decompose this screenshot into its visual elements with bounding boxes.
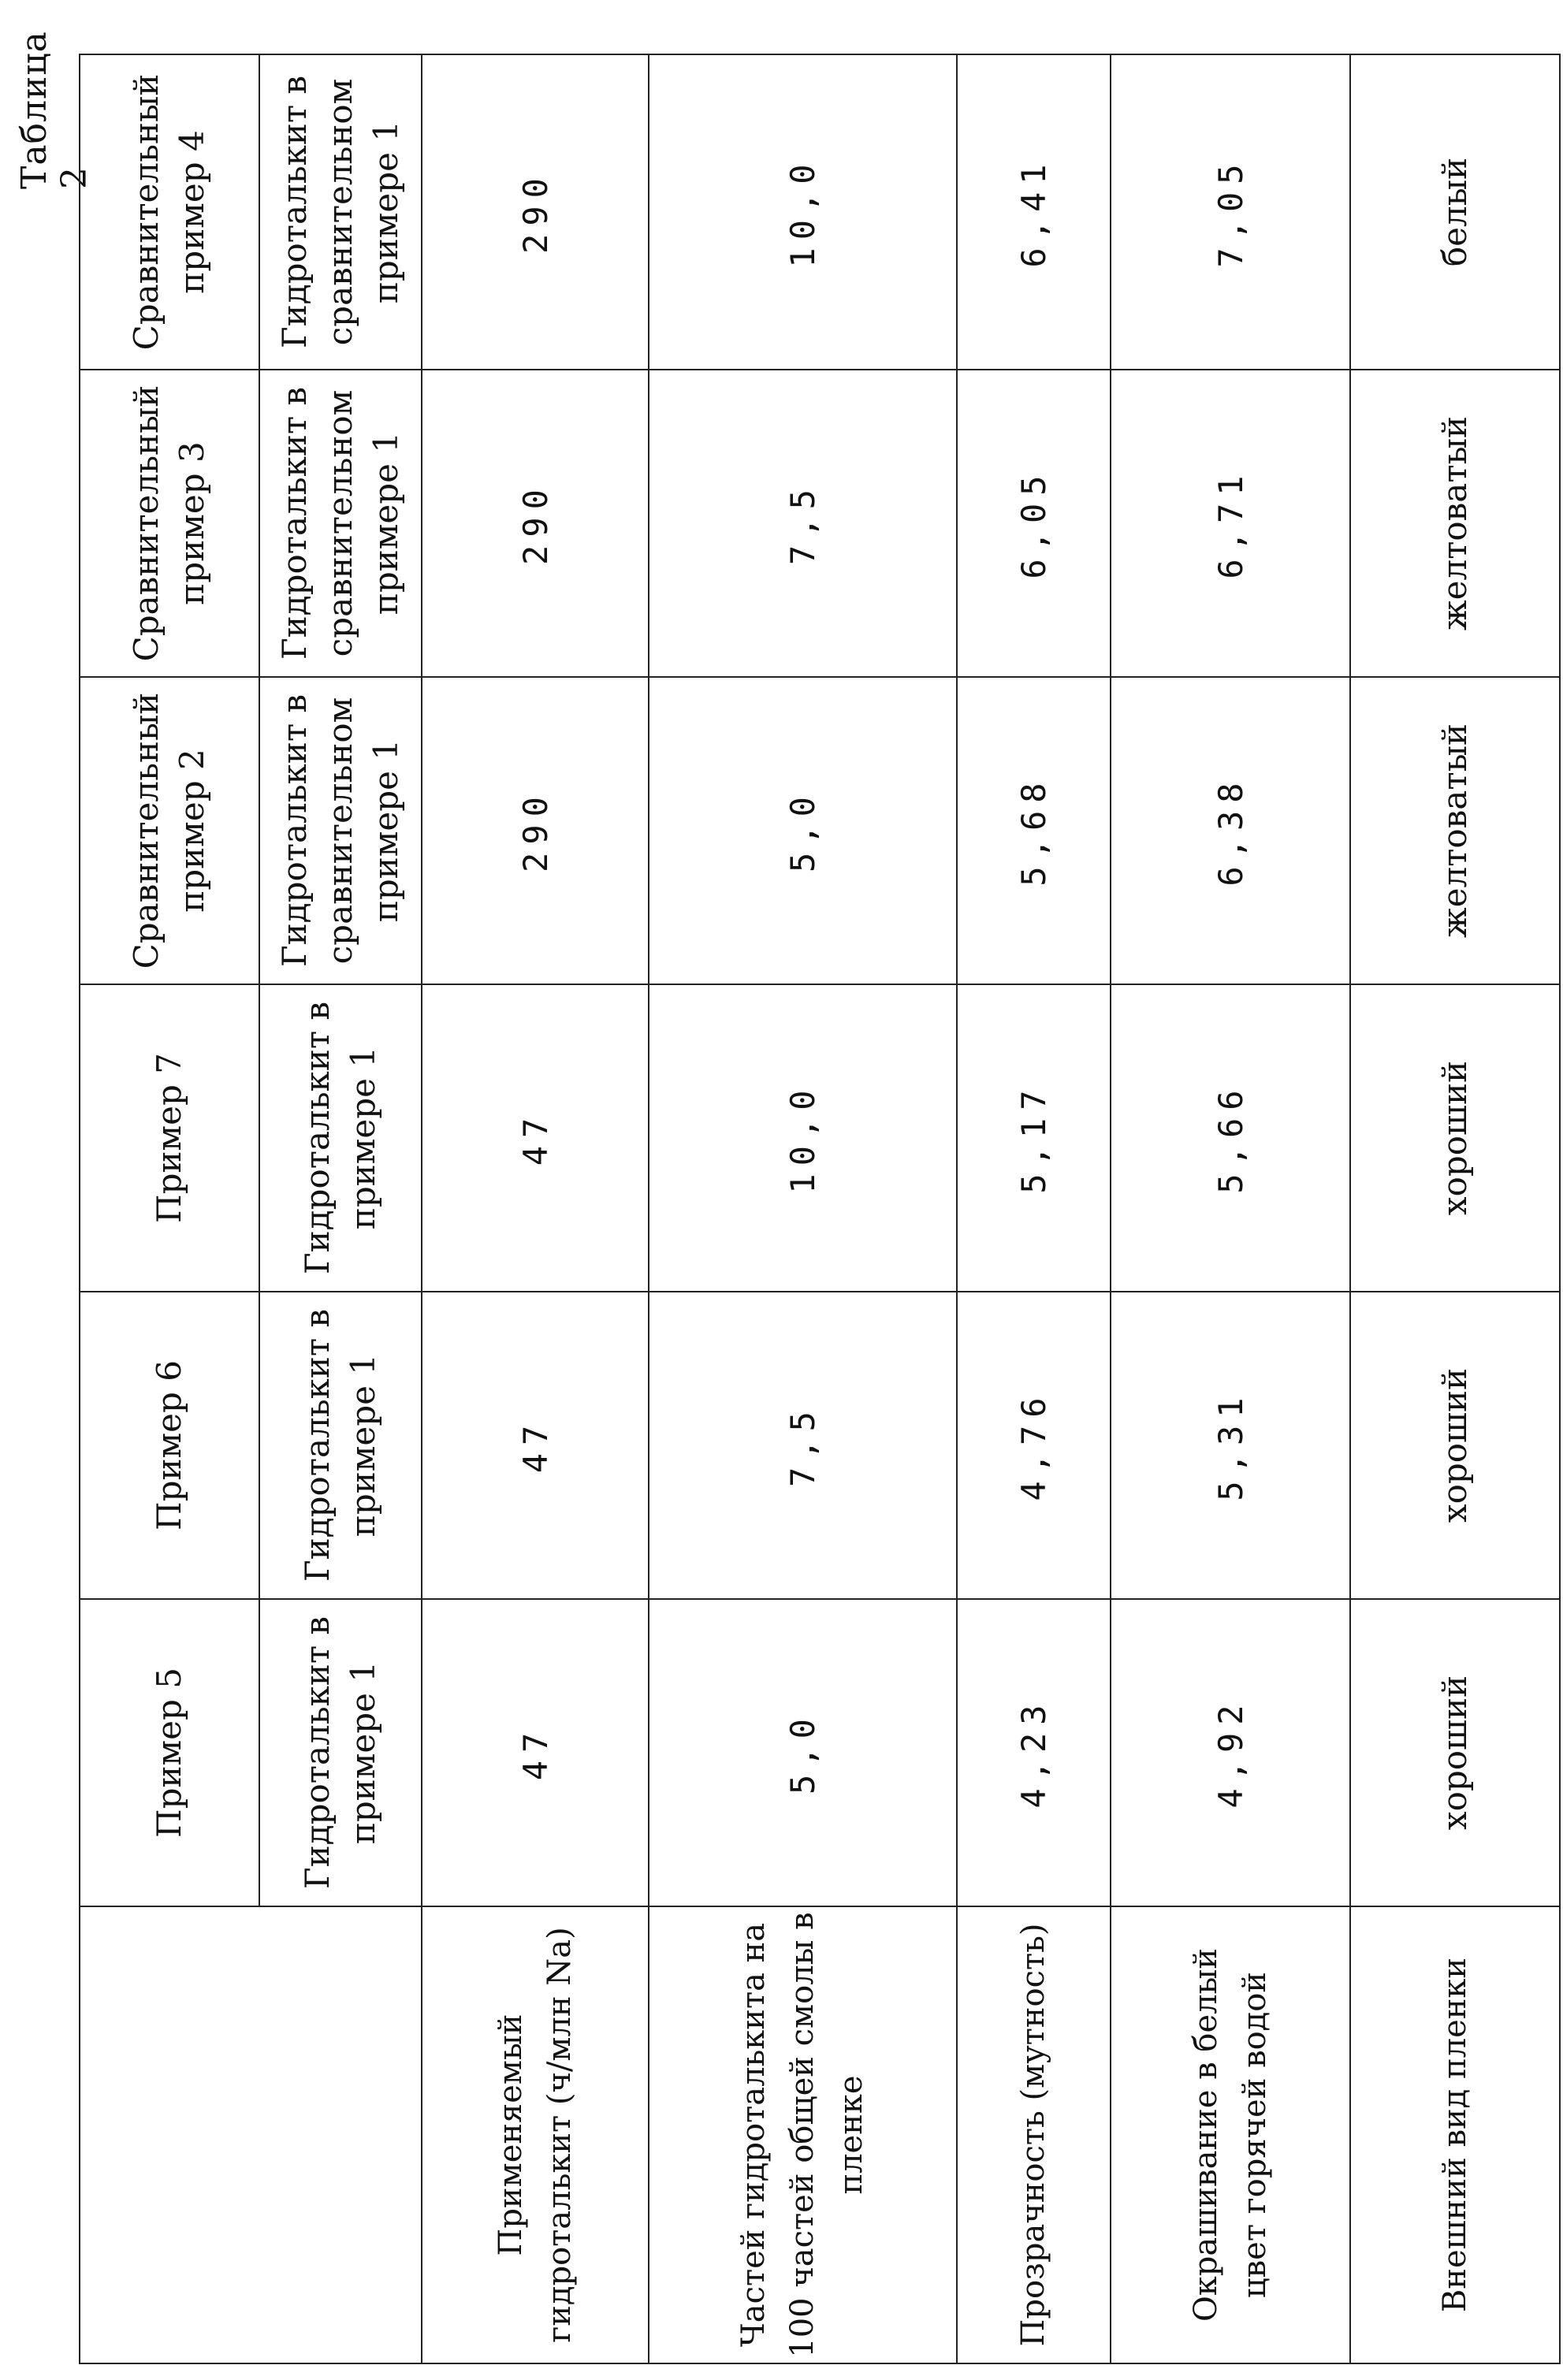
cell-value: 10,0	[649, 984, 957, 1292]
table-row	[1111, 54, 1350, 2363]
cell-value: 10,0	[649, 54, 957, 370]
table-row	[1350, 54, 1560, 2363]
column-header: Пример 5	[80, 1599, 259, 1906]
cell-value: 7,05	[1111, 54, 1350, 370]
cell-value: 47	[422, 1292, 649, 1599]
column-header: Пример 6	[80, 1292, 259, 1599]
cell-value: 6,71	[1111, 370, 1350, 677]
table-row	[957, 54, 1111, 2363]
cell-value: 5,68	[957, 677, 1111, 984]
hydrotalcite-source: Гидроталькит в сравнительном примере 1	[259, 677, 422, 984]
cell-value: 6,38	[1111, 677, 1350, 984]
row-label: Окрашивание в белый цвет горячей водой	[1111, 1906, 1350, 2363]
cell-value: 290	[422, 370, 649, 677]
table-header-row	[80, 54, 259, 2363]
row-label: Применяемый гидроталькит (ч/млн Na)	[422, 1906, 649, 2363]
column-header: Сравнительный пример 2	[80, 677, 259, 984]
hydrotalcite-source: Гидроталькит в примере 1	[259, 1292, 422, 1599]
results-table	[79, 54, 1561, 2364]
cell-value: 5,31	[1111, 1292, 1350, 1599]
cell-value: 47	[422, 984, 649, 1292]
cell-value: хороший	[1350, 984, 1560, 1292]
hydrotalcite-source: Гидроталькит в сравнительном примере 1	[259, 370, 422, 677]
cell-value: 6,41	[957, 54, 1111, 370]
cell-value: 4,23	[957, 1599, 1111, 1906]
cell-value: 5,17	[957, 984, 1111, 1292]
cell-value: желтоватый	[1350, 677, 1560, 984]
column-header: Пример 7	[80, 984, 259, 1292]
cell-value: 4,76	[957, 1292, 1111, 1599]
cell-value: 5,0	[649, 1599, 957, 1906]
cell-value: 6,05	[957, 370, 1111, 677]
table-row	[649, 54, 957, 2363]
cell-value: 7,5	[649, 370, 957, 677]
hydrotalcite-source: Гидроталькит в примере 1	[259, 1599, 422, 1906]
cell-value: 4,92	[1111, 1599, 1350, 1906]
cell-value: 290	[422, 54, 649, 370]
cell-value: белый	[1350, 54, 1560, 370]
cell-value: желтоватый	[1350, 370, 1560, 677]
table-row	[422, 54, 649, 2363]
cell-value: 5,66	[1111, 984, 1350, 1292]
column-header: Сравнительный пример 3	[80, 370, 259, 677]
cell-value: 5,0	[649, 677, 957, 984]
cell-value: 47	[422, 1599, 649, 1906]
corner-cell	[80, 1906, 422, 2363]
table-caption: Таблица 2	[14, 0, 95, 189]
row-label: Прозрачность (мутность)	[957, 1906, 1111, 2363]
cell-value: 7,5	[649, 1292, 957, 1599]
column-header: Сравнительный пример 4	[80, 54, 259, 370]
row-label: Частей гидроталькита на 100 частей общей смолы в пленке	[649, 1906, 957, 2363]
cell-value: 290	[422, 677, 649, 984]
hydrotalcite-source: Гидроталькит в примере 1	[259, 984, 422, 1292]
cell-value: хороший	[1350, 1292, 1560, 1599]
cell-value: хороший	[1350, 1599, 1560, 1906]
row-label: Внешний вид пленки	[1350, 1906, 1560, 2363]
hydrotalcite-source: Гидроталькит в сравнительном примере 1	[259, 54, 422, 370]
